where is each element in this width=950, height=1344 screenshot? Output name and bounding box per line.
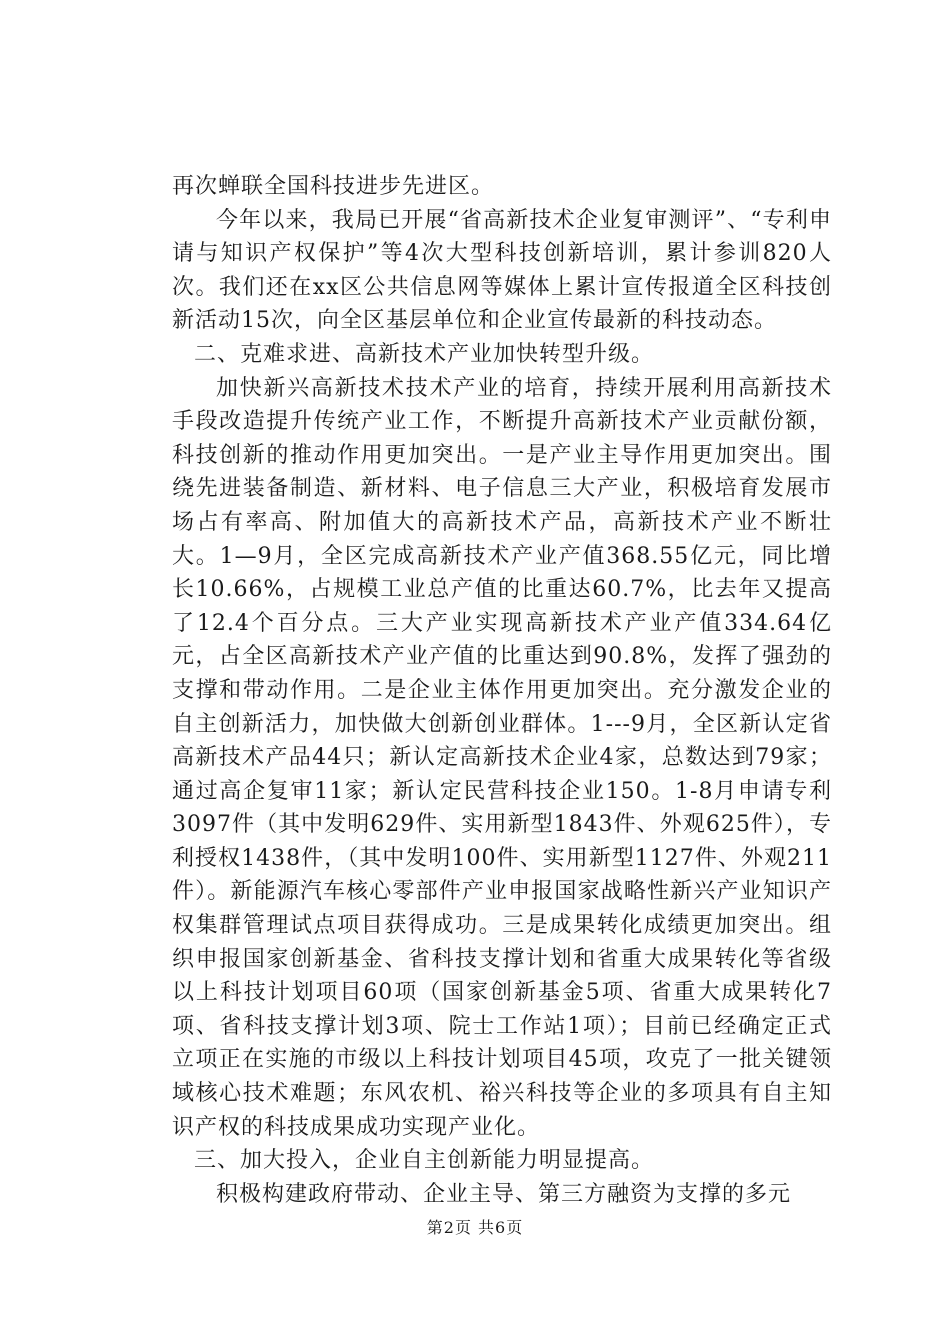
paragraph-investment-start: 积极构建政府带动、企业主导、第三方融资为支撑的多元 [216, 1181, 792, 1207]
paragraph-high-tech-industry: 加快新兴高新技术技术产业的培育，持续开展利用高新技术手段改造提升传统产业工作，不断提升高新技术产业贡献份额，科技创新的推动作用更加突出。一是产业主导作用更加突出。围绕先进装备制造、新材料、电子信息三大产业，积极培育发展市场占有率高、附加值大的高新技术产品，高新技术产业不断壮大。1—9月，全区完成高新技术产业产值368.55亿元，同比增长10.66%，占规模工业总产值的比重达60.7%，比去年又提高了12.4个百分点。三大产业实现高新技术产业产值334.64亿元，占全区高新技术产业产值的比重达到90.8%，发挥了强劲的支撑和带动作用。二是企业主体作用更加突出。充分激发企业的自主创新活力，加快做大创新创业群体。1---9月，全区新认定省高新技术产品44只；新认定高新技术企业4家，总数达到79家；通过高企复审11家；新认定民营科技企业150。1-8月申请专利3097件（其中发明629件、实用新型1843件、外观625件），专利授权1438件，（其中发明100件、实用新型1127件、外观211件）。新能源汽车核心零部件产业申报国家战略性新兴产业知识产权集群管理试点项目获得成功。三是成果转化成绩更加突出。组织申报国家创新基金、省科技支撑计划和省重大成果转化等省级以上科技计划项目60项（国家创新基金5项、省重大成果转化7项、省科技支撑计划3项、院士工作站1项）；目前已经确定正式立项正在实施的市级以上科技计划项目45项，攻克了一批关键领域核心技术难题；东风农机、裕兴科技等企业的多项具有自主知识产权的科技成果成功实现产业化。 [172, 375, 832, 1140]
paragraph-training-summary: 今年以来，我局已开展“省高新技术企业复审测评”、“专利申请与知识产权保护”等4次大型科技创新培训，累计参训820人次。我们还在xx区公共信息网等媒体上累计宣传报道全区科技创新活动15次，向全区基层单位和企业宣传最新的科技动态。 [172, 207, 832, 334]
page-number-footer: 第2页 共6页 [426, 1218, 524, 1237]
document-body [172, 170, 832, 1211]
section-heading-three: 三、加大投入，企业自主创新能力明显提高。 [194, 1148, 655, 1174]
section-heading-two: 二、克难求进、高新技术产业加快转型升级。 [194, 341, 655, 367]
paragraph-continuation: 再次蝉联全国科技进步先进区。 [172, 174, 495, 199]
